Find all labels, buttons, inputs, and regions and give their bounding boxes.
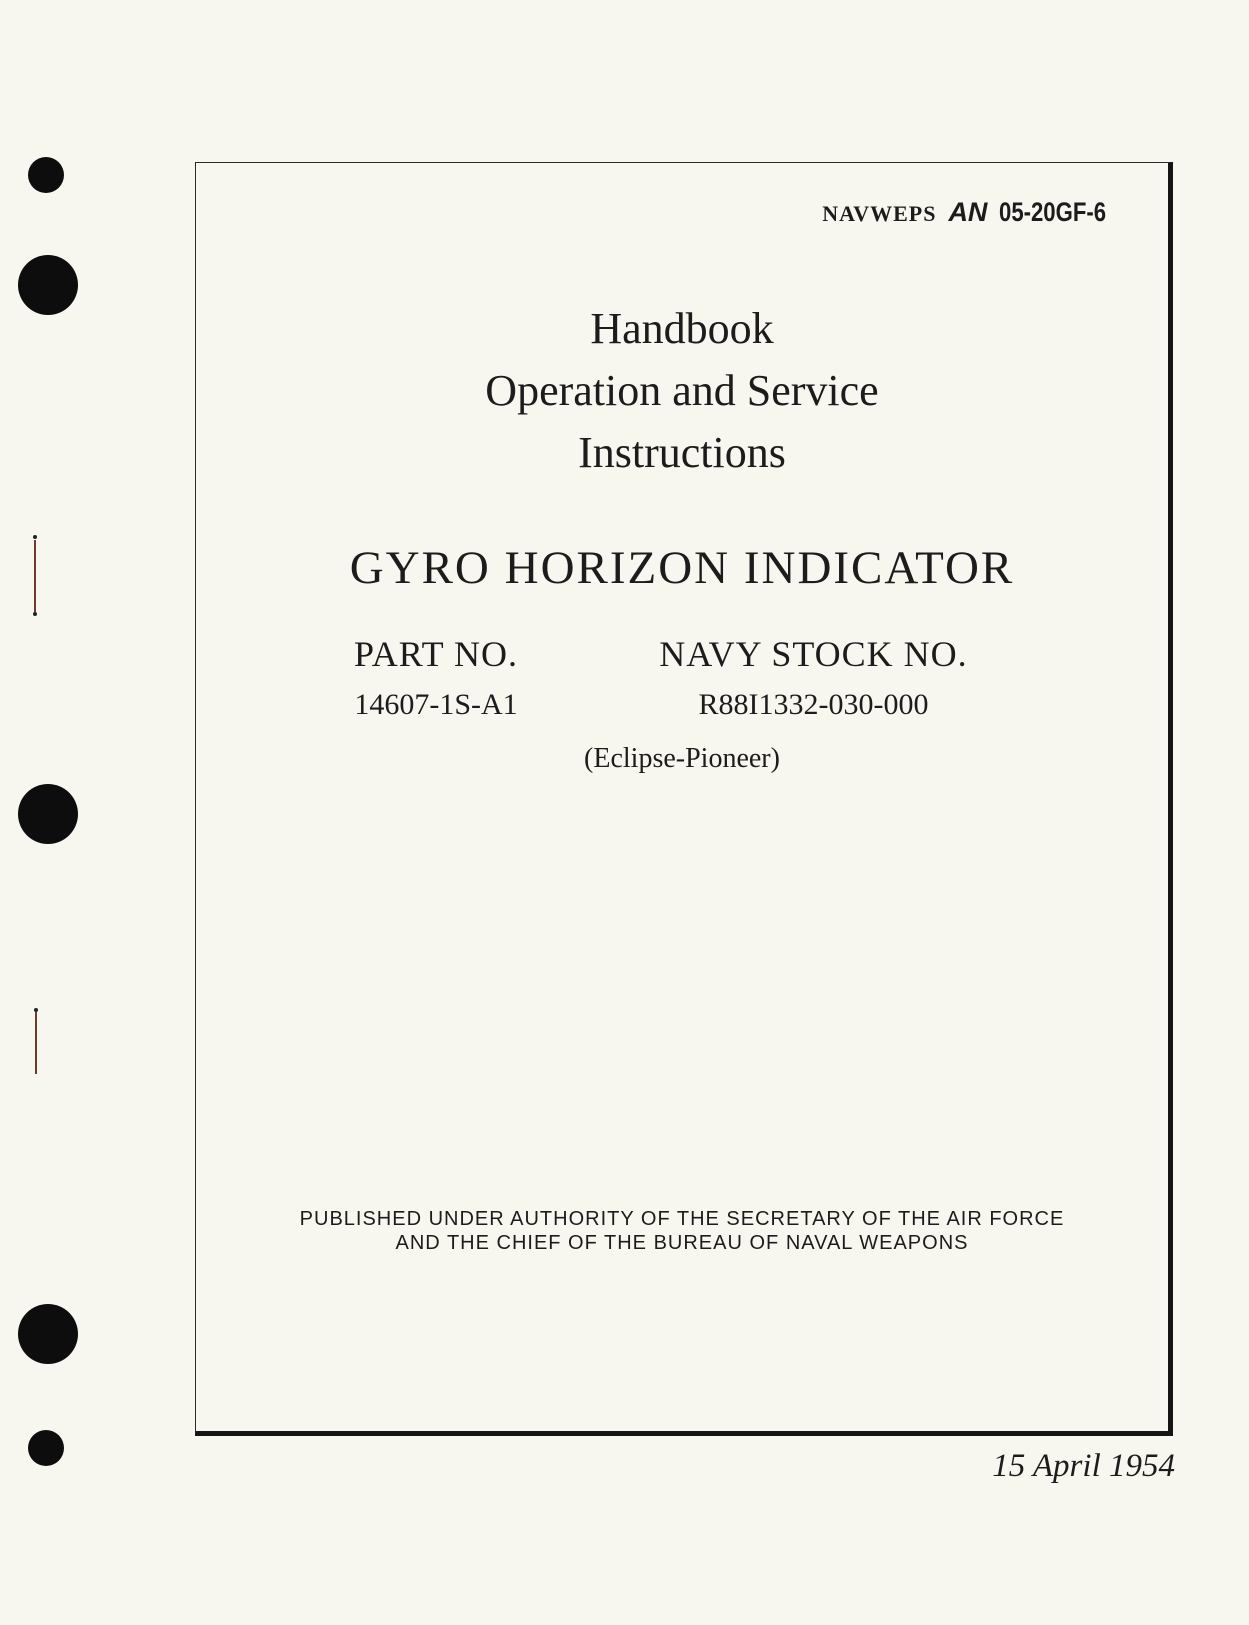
title-line-1: Handbook <box>590 304 774 353</box>
series-label: NAVWEPS <box>822 201 937 226</box>
title-line-2: Operation and Service <box>485 366 879 415</box>
stock-number-label: NAVY STOCK NO. <box>659 634 968 674</box>
stock-number-value: R88I1332-030-000 <box>698 688 929 721</box>
binder-hole-5 <box>28 1430 64 1466</box>
margin-tick-dot-1a <box>33 535 37 539</box>
document-prefix: AN <box>948 197 988 227</box>
binder-hole-3 <box>18 784 78 844</box>
subject-title: GYRO HORIZON INDICATOR <box>349 542 1015 594</box>
cover-frame <box>195 162 1173 1436</box>
title-line-3: Instructions <box>578 428 786 477</box>
part-number-value: 14607-1S-A1 <box>354 688 518 721</box>
authority-line-1: PUBLISHED UNDER AUTHORITY OF THE SECRETARY OF THE AIR FORCE <box>299 1208 1065 1230</box>
margin-tick-1 <box>34 540 36 612</box>
margin-tick-dot-2a <box>34 1008 38 1012</box>
manufacturer: (Eclipse-Pioneer) <box>584 743 780 774</box>
document-number <box>822 197 1130 228</box>
document-code: 05-20GF-6 <box>999 197 1107 227</box>
binder-hole-4 <box>18 1304 78 1364</box>
authority-line-2: AND THE CHIEF OF THE BUREAU OF NAVAL WEAPONS <box>395 1232 969 1254</box>
binder-hole-1 <box>28 157 64 193</box>
margin-tick-2 <box>35 1012 37 1074</box>
binder-hole-2 <box>18 255 78 315</box>
part-number-label: PART NO. <box>354 634 518 674</box>
authority-statement <box>196 1207 1168 1255</box>
margin-tick-dot-1b <box>33 612 37 616</box>
publication-date: 15 April 1954 <box>992 1448 1175 1484</box>
